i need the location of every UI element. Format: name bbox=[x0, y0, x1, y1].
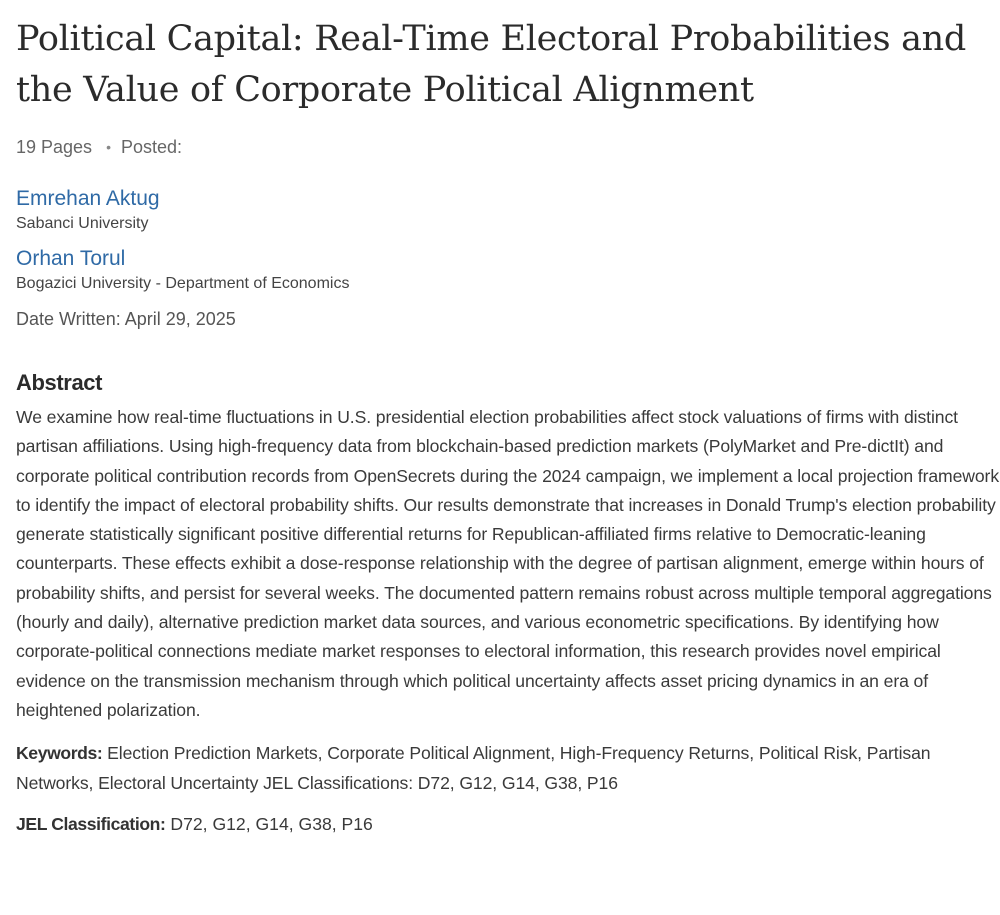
jel-text: D72, G12, G14, G38, P16 bbox=[170, 813, 373, 834]
author-block bbox=[16, 245, 996, 295]
abstract-heading: Abstract bbox=[16, 370, 103, 395]
author-block bbox=[16, 185, 996, 235]
author-link[interactable]: Orhan Torul bbox=[16, 247, 126, 270]
keywords-label: Keywords: bbox=[16, 743, 103, 764]
author-affiliation: Bogazici University - Department of Economics bbox=[16, 275, 350, 292]
date-written: Date Written: April 29, 2025 bbox=[16, 309, 236, 329]
paper-page bbox=[16, 14, 1000, 839]
posted-label: Posted: bbox=[120, 137, 183, 157]
jel-label: JEL Classification: bbox=[16, 813, 166, 834]
meta-separator: • bbox=[106, 139, 111, 155]
page-count: 19 Pages bbox=[16, 137, 93, 157]
jel-classification bbox=[16, 810, 996, 839]
keywords-text: Election Prediction Markets, Corporate Political Alignment, High-Frequency Returns, Political Risk, Partisan Networks, Electoral Uncertainty JEL Classifications: D72, G12, G14, G38, P16 bbox=[16, 743, 931, 793]
paper-title: Political Capital: Real-Time Electoral Probabilities and the Value of Corporate Political Alignment bbox=[16, 19, 966, 110]
abstract-text: We examine how real-time fluctuations in U.S. presidential election probabilities affect stock valuations of firms with distinct partisan affiliations. Using high-frequency data from blockchain-based prediction markets (PolyMarket and Pre-dictIt) and corporate political contribution records from OpenSecrets during the 2024 campaign, we implement a local projection framework to identify the impact of electoral probability shifts. Our results demonstrate that increases in Donald Trump's election probability generate statistically significant positive differential returns for Republican-affiliated firms relative to Democratic-leaning counterparts. These effects exhibit a dose-response relationship with the degree of partisan alignment, emerge within hours of probability shifts, and persist for several weeks. The documented pattern remains robust across multiple temporal aggregations (hourly and daily), alternative prediction market data sources, and various econometric specifications. By identifying how corporate-political connections mediate market responses to electoral information, this research provides novel empirical evidence on the transmission mechanism through which political uncertainty affects asset pricing dynamics in an era of heightened polarization. bbox=[16, 407, 1000, 720]
paper-meta bbox=[16, 135, 996, 159]
keywords bbox=[16, 739, 991, 798]
author-affiliation: Sabanci University bbox=[16, 215, 149, 232]
author-link[interactable]: Emrehan Aktug bbox=[16, 187, 160, 210]
